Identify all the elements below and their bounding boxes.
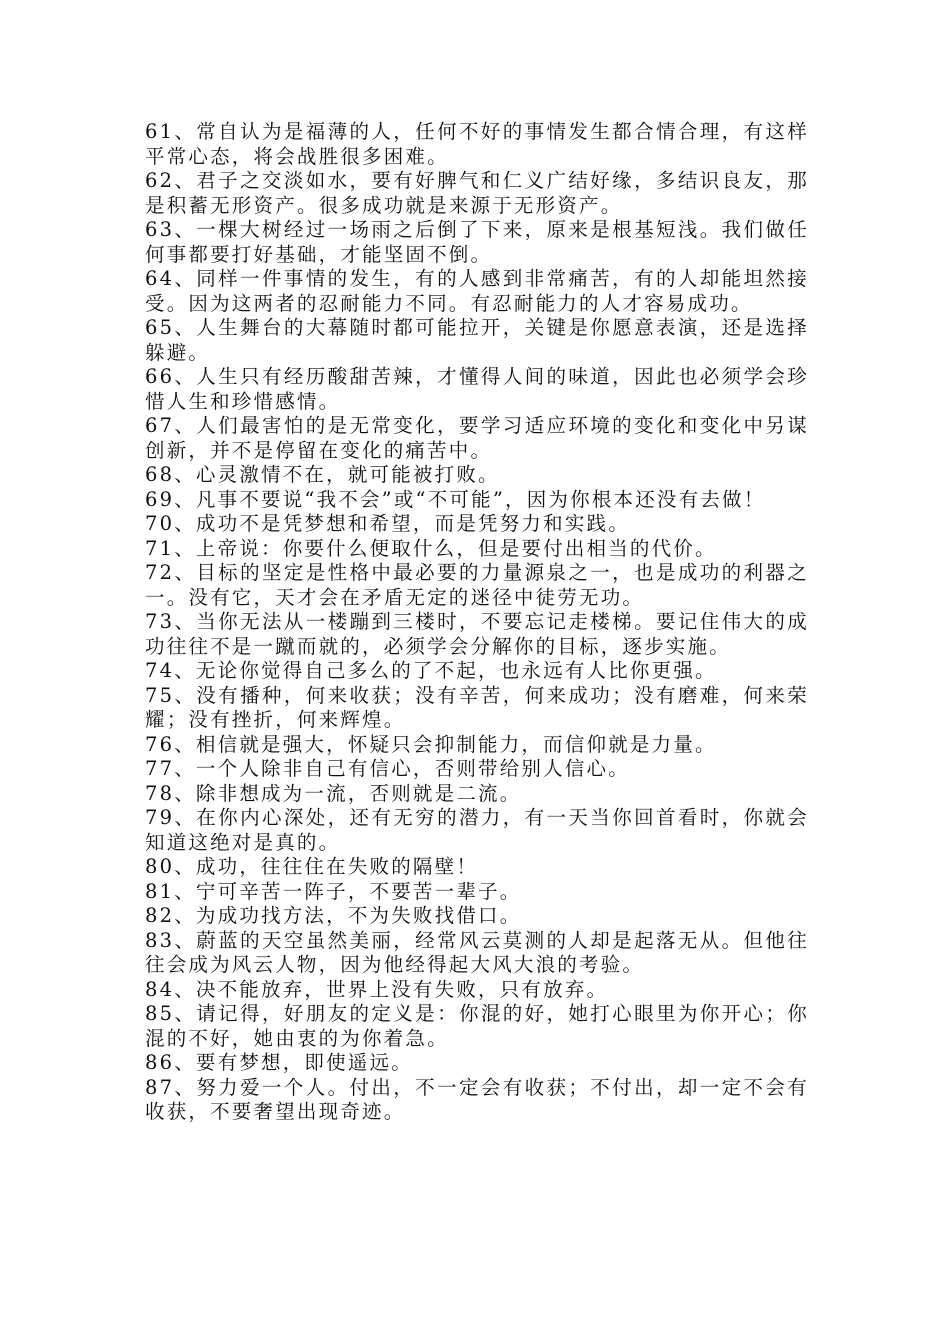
quote-entry-69: 69、凡事不要说“我不会”或“不可能”，因为你根本还没有去做！ xyxy=(145,487,766,511)
quote-entry-81: 81、宁可辛苦一阵子，不要苦一辈子。 xyxy=(145,879,522,903)
quote-entry-79: 79、在你内心深处，还有无穷的潜力，有一天当你回首看时，你就会知道这绝对是真的。 xyxy=(145,806,809,854)
quote-entry-87: 87、努力爱一个人。付出，不一定会有收获；不付出，却一定不会有收获，不要奢望出现奇迹。 xyxy=(145,1075,809,1123)
quote-entry-82: 82、为成功找方法，不为失败找借口。 xyxy=(145,904,522,927)
quote-entry-62: 62、君子之交淡如水，要有好脾气和仁义广结好缘，多结识良友，那是积蓄无形资产。很多成功就是来源于无形资产。 xyxy=(145,169,809,217)
quote-entry-80: 80、成功，往往住在失败的隔壁！ xyxy=(145,855,479,878)
quote-entry-68: 68、心灵激情不在，就可能被打败。 xyxy=(145,463,500,486)
quote-entry-83: 83、蔚蓝的天空虽然美丽，经常风云莫测的人却是起落无从。但他往往会成为风云人物，因为他经得起大风大浪的考验。 xyxy=(145,928,809,976)
quote-entry-77: 77、一个人除非自己有信心，否则带给别人信心。 xyxy=(145,757,630,780)
quote-entry-66: 66、人生只有经历酸甜苦辣，才懂得人间的味道，因此也必须学会珍惜人生和珍惜感情。 xyxy=(145,365,809,413)
quote-list xyxy=(145,120,809,1125)
quote-entry-85: 85、请记得，好朋友的定义是：你混的好，她打心眼里为你开心；你混的不好，她由衷的为你着急。 xyxy=(145,1002,809,1050)
quote-entry-65: 65、人生舞台的大幕随时都可能拉开，关键是你愿意表演，还是选择躲避。 xyxy=(145,316,809,364)
quote-entry-63: 63、一棵大树经过一场雨之后倒了下来，原来是根基短浅。我们做任何事都要打好基础，才能坚固不倒。 xyxy=(145,218,809,266)
quote-entry-74: 74、无论你觉得自己多么的了不起，也永远有人比你更强。 xyxy=(145,659,717,682)
quote-entry-72: 72、目标的坚定是性格中最必要的力量源泉之一，也是成功的利器之一。没有它，天才会在矛盾无定的迷径中徒劳无功。 xyxy=(145,561,809,609)
quote-entry-75: 75、没有播种，何来收获；没有辛苦，何来成功；没有磨难，何来荣耀；没有挫折，何来辉煌。 xyxy=(145,683,809,731)
quote-entry-86: 86、要有梦想，即使遥远。 xyxy=(145,1051,413,1074)
quote-entry-70: 70、成功不是凭梦想和希望，而是凭努力和实践。 xyxy=(145,512,630,535)
quote-entry-71: 71、上帝说：你要什么便取什么，但是要付出相当的代价。 xyxy=(145,536,717,560)
quote-entry-78: 78、除非想成为一流，否则就是二流。 xyxy=(145,781,522,805)
quote-entry-61: 61、常自认为是福薄的人，任何不好的事情发生都合情合理，有这样平常心态，将会战胜很多困难。 xyxy=(145,120,809,168)
quote-entry-73: 73、当你无法从一楼蹦到三楼时，不要忘记走楼梯。要记住伟大的成功往往不是一蹴而就的，必须学会分解你的目标，逐步实施。 xyxy=(145,610,809,658)
quote-entry-76: 76、相信就是强大，怀疑只会抑制能力，而信仰就是力量。 xyxy=(145,732,717,756)
quote-entry-64: 64、同样一件事情的发生，有的人感到非常痛苦，有的人却能坦然接受。因为这两者的忍耐能力不同。有忍耐能力的人才容易成功。 xyxy=(145,267,809,315)
quote-entry-67: 67、人们最害怕的是无常变化，要学习适应环境的变化和变化中另谋创新，并不是停留在变化的痛苦中。 xyxy=(145,414,809,462)
quote-entry-84: 84、决不能放弃，世界上没有失败，只有放弃。 xyxy=(145,977,609,1001)
